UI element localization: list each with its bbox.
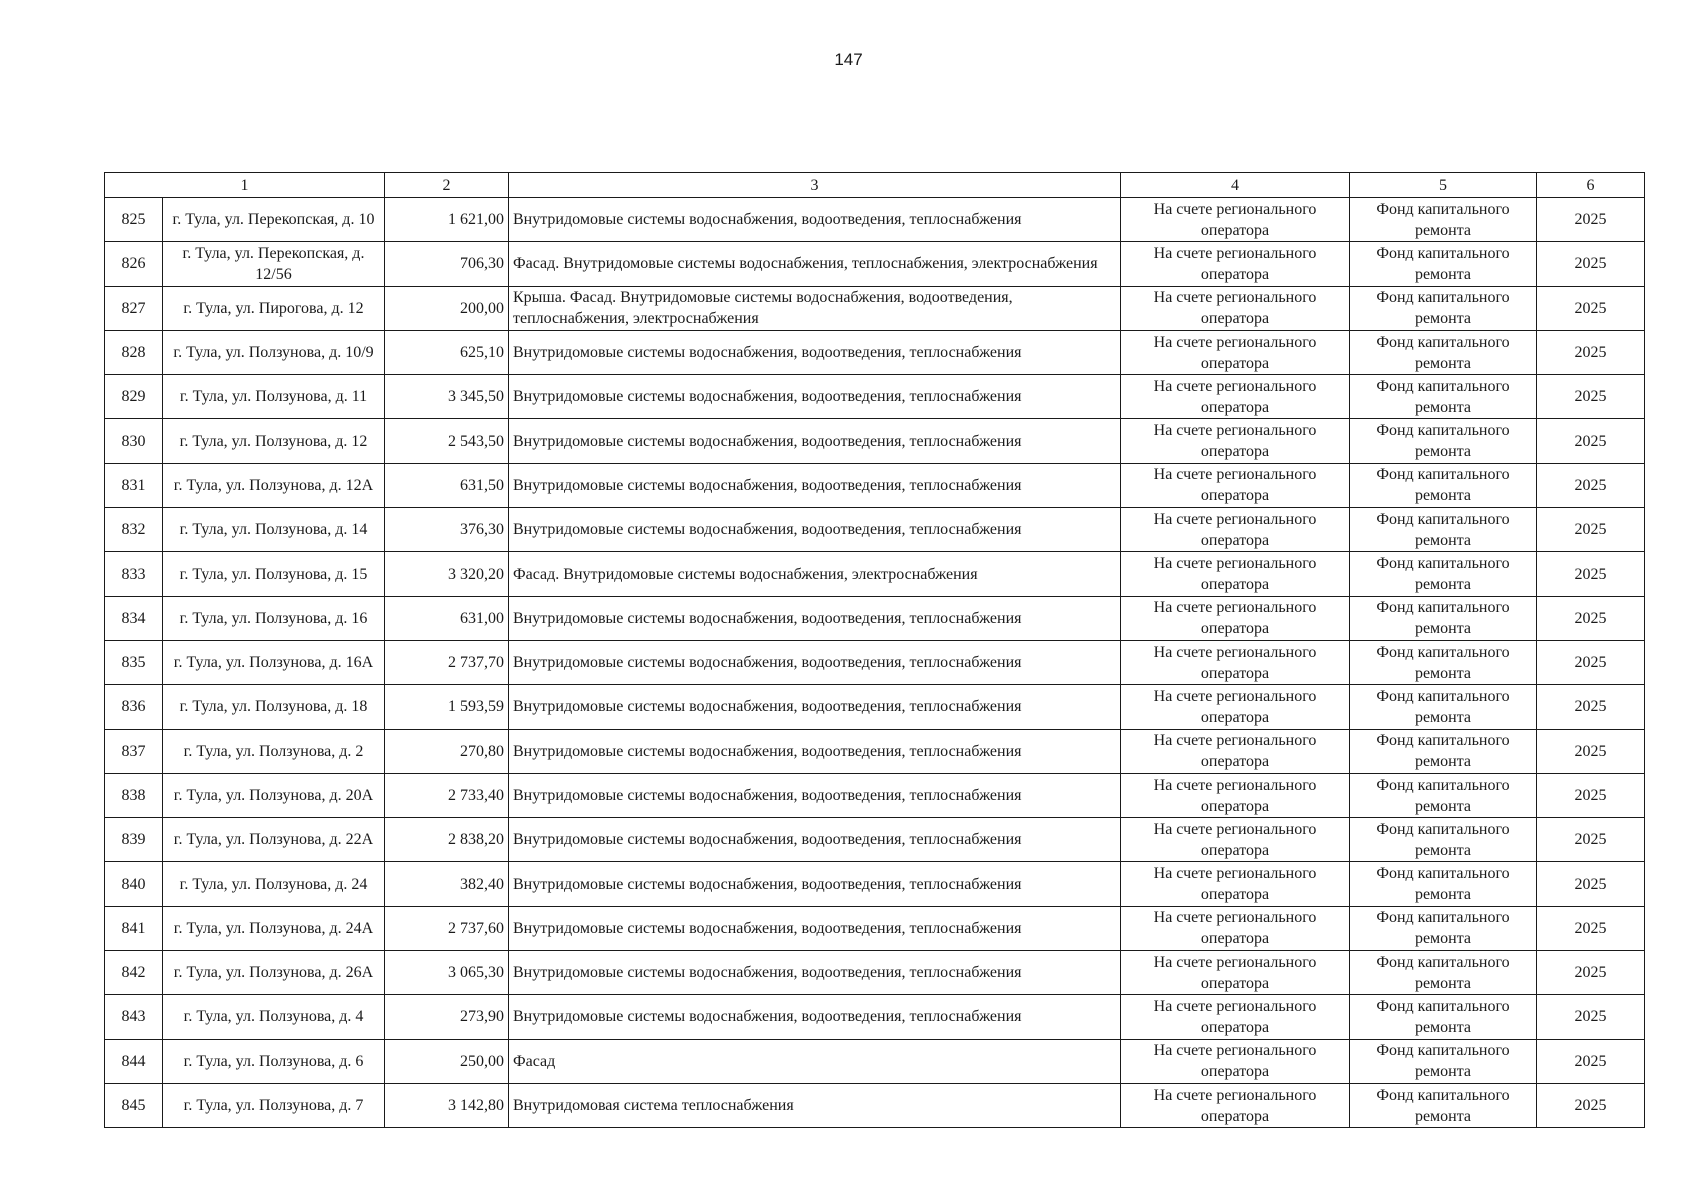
works-cell: Внутридомовые системы водоснабжения, водоотведения, теплоснабжения — [509, 685, 1121, 729]
address-cell: г. Тула, ул. Ползунова, д. 12 — [163, 419, 385, 463]
account-cell: На счете регионального оператора — [1121, 1083, 1350, 1127]
row-number: 836 — [105, 685, 163, 729]
area-cell: 2 733,40 — [385, 773, 509, 817]
table-row — [105, 818, 1645, 862]
address-cell: г. Тула, ул. Перекопская, д. 12/56 — [163, 242, 385, 286]
funding-source-cell: Фонд капитального ремонта — [1350, 773, 1537, 817]
funding-source-cell: Фонд капитального ремонта — [1350, 508, 1537, 552]
funding-source-cell: Фонд капитального ремонта — [1350, 685, 1537, 729]
address-cell: г. Тула, ул. Ползунова, д. 6 — [163, 1039, 385, 1083]
row-number: 845 — [105, 1083, 163, 1127]
address-cell: г. Тула, ул. Ползунова, д. 15 — [163, 552, 385, 596]
header-col-5: 5 — [1350, 173, 1537, 198]
funding-source-cell: Фонд капитального ремонта — [1350, 242, 1537, 286]
header-col-1: 1 — [105, 173, 385, 198]
address-cell: г. Тула, ул. Ползунова, д. 7 — [163, 1083, 385, 1127]
works-cell: Внутридомовые системы водоснабжения, водоотведения, теплоснабжения — [509, 773, 1121, 817]
address-cell: г. Тула, ул. Пирогова, д. 12 — [163, 286, 385, 330]
area-cell: 200,00 — [385, 286, 509, 330]
year-cell: 2025 — [1537, 596, 1645, 640]
year-cell: 2025 — [1537, 508, 1645, 552]
address-cell: г. Тула, ул. Ползунова, д. 18 — [163, 685, 385, 729]
row-number: 843 — [105, 995, 163, 1039]
works-cell: Внутридомовые системы водоснабжения, водоотведения, теплоснабжения — [509, 375, 1121, 419]
account-cell: На счете регионального оператора — [1121, 729, 1350, 773]
table-row — [105, 729, 1645, 773]
table-row — [105, 906, 1645, 950]
row-number: 834 — [105, 596, 163, 640]
area-cell: 2 737,70 — [385, 640, 509, 684]
address-cell: г. Тула, ул. Ползунова, д. 24А — [163, 906, 385, 950]
table-row — [105, 1083, 1645, 1127]
funding-source-cell: Фонд капитального ремонта — [1350, 330, 1537, 374]
address-cell: г. Тула, ул. Ползунова, д. 16 — [163, 596, 385, 640]
works-cell: Внутридомовые системы водоснабжения, водоотведения, теплоснабжения — [509, 419, 1121, 463]
account-cell: На счете регионального оператора — [1121, 906, 1350, 950]
year-cell: 2025 — [1537, 818, 1645, 862]
address-cell: г. Тула, ул. Ползунова, д. 12А — [163, 463, 385, 507]
funding-source-cell: Фонд капитального ремонта — [1350, 862, 1537, 906]
funding-source-cell: Фонд капитального ремонта — [1350, 286, 1537, 330]
table-body — [105, 198, 1645, 1128]
funding-source-cell: Фонд капитального ремонта — [1350, 906, 1537, 950]
area-cell: 273,90 — [385, 995, 509, 1039]
account-cell: На счете регионального оператора — [1121, 640, 1350, 684]
address-cell: г. Тула, ул. Ползунова, д. 20А — [163, 773, 385, 817]
funding-source-cell: Фонд капитального ремонта — [1350, 995, 1537, 1039]
header-col-4: 4 — [1121, 173, 1350, 198]
works-cell: Крыша. Фасад. Внутридомовые системы водоснабжения, водоотведения, теплоснабжения, электроснабжения — [509, 286, 1121, 330]
year-cell: 2025 — [1537, 906, 1645, 950]
table-row — [105, 685, 1645, 729]
row-number: 827 — [105, 286, 163, 330]
works-cell: Фасад. Внутридомовые системы водоснабжения, электроснабжения — [509, 552, 1121, 596]
account-cell: На счете регионального оператора — [1121, 1039, 1350, 1083]
works-cell: Внутридомовые системы водоснабжения, водоотведения, теплоснабжения — [509, 862, 1121, 906]
funding-source-cell: Фонд капитального ремонта — [1350, 729, 1537, 773]
row-number: 828 — [105, 330, 163, 374]
table-row — [105, 198, 1645, 242]
table-row — [105, 773, 1645, 817]
address-cell: г. Тула, ул. Перекопская, д. 10 — [163, 198, 385, 242]
funding-source-cell: Фонд капитального ремонта — [1350, 375, 1537, 419]
works-cell: Внутридомовые системы водоснабжения, водоотведения, теплоснабжения — [509, 995, 1121, 1039]
area-cell: 376,30 — [385, 508, 509, 552]
account-cell: На счете регионального оператора — [1121, 375, 1350, 419]
funding-source-cell: Фонд капитального ремонта — [1350, 640, 1537, 684]
header-col-6: 6 — [1537, 173, 1645, 198]
account-cell: На счете регионального оператора — [1121, 508, 1350, 552]
year-cell: 2025 — [1537, 951, 1645, 995]
account-cell: На счете регионального оператора — [1121, 552, 1350, 596]
row-number: 840 — [105, 862, 163, 906]
page-number: 147 — [834, 50, 863, 69]
funding-source-cell: Фонд капитального ремонта — [1350, 951, 1537, 995]
table-row — [105, 242, 1645, 286]
account-cell: На счете регионального оператора — [1121, 419, 1350, 463]
funding-source-cell: Фонд капитального ремонта — [1350, 596, 1537, 640]
address-cell: г. Тула, ул. Ползунова, д. 16А — [163, 640, 385, 684]
table-row — [105, 862, 1645, 906]
year-cell: 2025 — [1537, 995, 1645, 1039]
area-cell: 2 737,60 — [385, 906, 509, 950]
account-cell: На счете регионального оператора — [1121, 818, 1350, 862]
works-cell: Внутридомовые системы водоснабжения, водоотведения, теплоснабжения — [509, 729, 1121, 773]
row-number: 837 — [105, 729, 163, 773]
account-cell: На счете регионального оператора — [1121, 951, 1350, 995]
row-number: 829 — [105, 375, 163, 419]
works-cell: Внутридомовая система теплоснабжения — [509, 1083, 1121, 1127]
funding-source-cell: Фонд капитального ремонта — [1350, 419, 1537, 463]
row-number: 833 — [105, 552, 163, 596]
column-number-row — [105, 173, 1645, 198]
account-cell: На счете регионального оператора — [1121, 286, 1350, 330]
account-cell: На счете регионального оператора — [1121, 330, 1350, 374]
funding-source-cell: Фонд капитального ремонта — [1350, 1083, 1537, 1127]
works-cell: Внутридомовые системы водоснабжения, водоотведения, теплоснабжения — [509, 198, 1121, 242]
area-cell: 706,30 — [385, 242, 509, 286]
repair-register-table — [104, 172, 1645, 1128]
table-row — [105, 419, 1645, 463]
works-cell: Внутридомовые системы водоснабжения, водоотведения, теплоснабжения — [509, 906, 1121, 950]
table-row — [105, 508, 1645, 552]
row-number: 825 — [105, 198, 163, 242]
address-cell: г. Тула, ул. Ползунова, д. 2 — [163, 729, 385, 773]
row-number: 835 — [105, 640, 163, 684]
row-number: 830 — [105, 419, 163, 463]
header-col-2: 2 — [385, 173, 509, 198]
funding-source-cell: Фонд капитального ремонта — [1350, 818, 1537, 862]
year-cell: 2025 — [1537, 862, 1645, 906]
year-cell: 2025 — [1537, 640, 1645, 684]
works-cell: Фасад — [509, 1039, 1121, 1083]
account-cell: На счете регионального оператора — [1121, 773, 1350, 817]
address-cell: г. Тула, ул. Ползунова, д. 11 — [163, 375, 385, 419]
account-cell: На счете регионального оператора — [1121, 463, 1350, 507]
area-cell: 1 621,00 — [385, 198, 509, 242]
table-row — [105, 463, 1645, 507]
table-row — [105, 596, 1645, 640]
year-cell: 2025 — [1537, 330, 1645, 374]
area-cell: 2 838,20 — [385, 818, 509, 862]
address-cell: г. Тула, ул. Ползунова, д. 14 — [163, 508, 385, 552]
works-cell: Фасад. Внутридомовые системы водоснабжения, теплоснабжения, электроснабжения — [509, 242, 1121, 286]
address-cell: г. Тула, ул. Ползунова, д. 10/9 — [163, 330, 385, 374]
row-number: 826 — [105, 242, 163, 286]
works-cell: Внутридомовые системы водоснабжения, водоотведения, теплоснабжения — [509, 596, 1121, 640]
table-row — [105, 995, 1645, 1039]
works-cell: Внутридомовые системы водоснабжения, водоотведения, теплоснабжения — [509, 330, 1121, 374]
funding-source-cell: Фонд капитального ремонта — [1350, 463, 1537, 507]
year-cell: 2025 — [1537, 729, 1645, 773]
address-cell: г. Тула, ул. Ползунова, д. 22А — [163, 818, 385, 862]
funding-source-cell: Фонд капитального ремонта — [1350, 552, 1537, 596]
account-cell: На счете регионального оператора — [1121, 198, 1350, 242]
area-cell: 3 142,80 — [385, 1083, 509, 1127]
area-cell: 270,80 — [385, 729, 509, 773]
funding-source-cell: Фонд капитального ремонта — [1350, 1039, 1537, 1083]
account-cell: На счете регионального оператора — [1121, 995, 1350, 1039]
row-number: 831 — [105, 463, 163, 507]
row-number: 838 — [105, 773, 163, 817]
row-number: 841 — [105, 906, 163, 950]
address-cell: г. Тула, ул. Ползунова, д. 4 — [163, 995, 385, 1039]
table-row — [105, 1039, 1645, 1083]
area-cell: 382,40 — [385, 862, 509, 906]
area-cell: 631,00 — [385, 596, 509, 640]
year-cell: 2025 — [1537, 773, 1645, 817]
area-cell: 3 320,20 — [385, 552, 509, 596]
year-cell: 2025 — [1537, 375, 1645, 419]
row-number: 842 — [105, 951, 163, 995]
account-cell: На счете регионального оператора — [1121, 242, 1350, 286]
works-cell: Внутридомовые системы водоснабжения, водоотведения, теплоснабжения — [509, 508, 1121, 552]
area-cell: 2 543,50 — [385, 419, 509, 463]
area-cell: 625,10 — [385, 330, 509, 374]
account-cell: На счете регионального оператора — [1121, 596, 1350, 640]
row-number: 844 — [105, 1039, 163, 1083]
address-cell: г. Тула, ул. Ползунова, д. 26А — [163, 951, 385, 995]
works-cell: Внутридомовые системы водоснабжения, водоотведения, теплоснабжения — [509, 640, 1121, 684]
works-cell: Внутридомовые системы водоснабжения, водоотведения, теплоснабжения — [509, 818, 1121, 862]
header-col-3: 3 — [509, 173, 1121, 198]
table-row — [105, 375, 1645, 419]
table-row — [105, 286, 1645, 330]
area-cell: 3 345,50 — [385, 375, 509, 419]
area-cell: 631,50 — [385, 463, 509, 507]
year-cell: 2025 — [1537, 463, 1645, 507]
row-number: 839 — [105, 818, 163, 862]
table-row — [105, 330, 1645, 374]
area-cell: 1 593,59 — [385, 685, 509, 729]
year-cell: 2025 — [1537, 552, 1645, 596]
address-cell: г. Тула, ул. Ползунова, д. 24 — [163, 862, 385, 906]
year-cell: 2025 — [1537, 198, 1645, 242]
year-cell: 2025 — [1537, 242, 1645, 286]
works-cell: Внутридомовые системы водоснабжения, водоотведения, теплоснабжения — [509, 463, 1121, 507]
table-row — [105, 951, 1645, 995]
works-cell: Внутридомовые системы водоснабжения, водоотведения, теплоснабжения — [509, 951, 1121, 995]
year-cell: 2025 — [1537, 1039, 1645, 1083]
area-cell: 250,00 — [385, 1039, 509, 1083]
area-cell: 3 065,30 — [385, 951, 509, 995]
row-number: 832 — [105, 508, 163, 552]
account-cell: На счете регионального оператора — [1121, 862, 1350, 906]
year-cell: 2025 — [1537, 1083, 1645, 1127]
table-row — [105, 552, 1645, 596]
funding-source-cell: Фонд капитального ремонта — [1350, 198, 1537, 242]
year-cell: 2025 — [1537, 286, 1645, 330]
year-cell: 2025 — [1537, 419, 1645, 463]
table-row — [105, 640, 1645, 684]
account-cell: На счете регионального оператора — [1121, 685, 1350, 729]
year-cell: 2025 — [1537, 685, 1645, 729]
